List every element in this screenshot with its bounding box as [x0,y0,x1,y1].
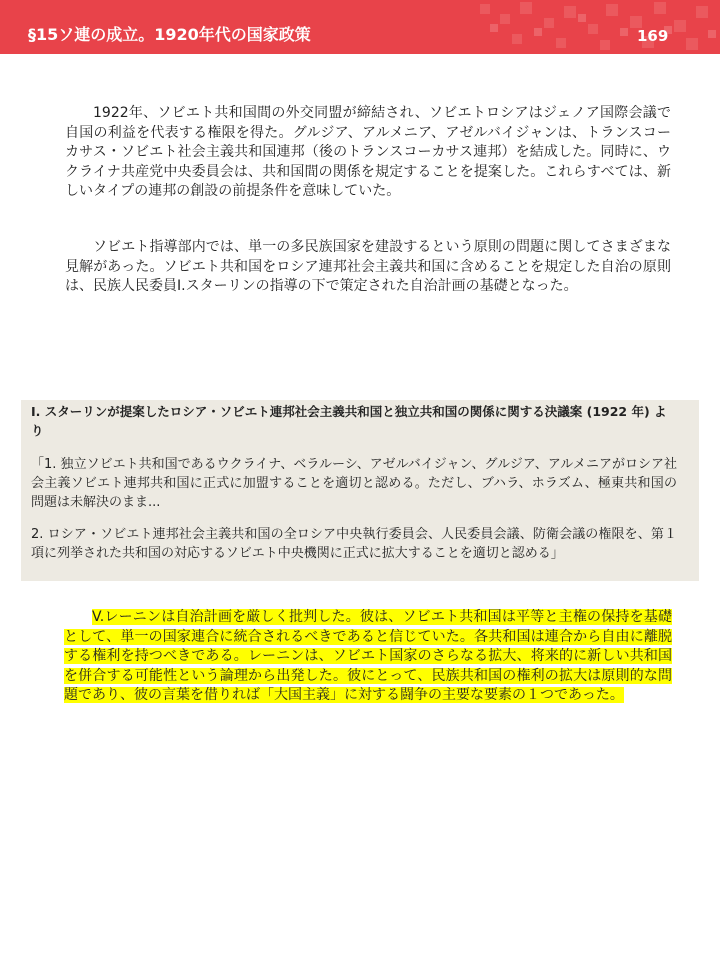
highlighted-text: V.レーニンは自治計画を厳しく批判した。彼は、ソビエト共和国は平等と主権の保持を基礎として、単一の国家連合に統合されるべきであると信じていた。各共和国は連合から自由に離脱する権利を持つべきである。レーニンは、ソビエト国家のさらなる拡大、将来的に新しい共和国を併合する可能性という論理から出発した。彼にとって、民族共和国の権利の拡大は原則的な問題であり、彼の言葉を借りれば「大国主義」に対する闘争の主要な要素の１つであった。 [64,609,672,703]
body-paragraph-2: ソビエト指導部内では、単一の多民族国家を建設するという原則の問題に関してさまざまな見解があった。ソビエト共和国をロシア連邦社会主義共和国に含めることを規定した自治の原則は、民族人民委員I.スターリンの指導の下で策定された自治計画の基礎となった。 [65,239,671,294]
header-decorative-pattern [460,0,720,54]
document-excerpt-box [21,400,699,581]
body-paragraph-1: 1922年、ソビエト共和国間の外交同盟が締結され、ソビエトロシアはジェノア国際会議で自国の利益を代表する権限を得た。グルジア、アルメニア、アゼルバイジャンは、トランスコーカサス・ソビエト社会主義共和国連邦（後のトランスコーカサス連邦）を結成した。同時に、ウクライナ共産党中央委員会は、共和国間の関係を規定することを提案した。これらすべては、新しいタイプの連邦の創設の前提条件を意味していた。 [65,105,671,199]
page-header [0,0,720,54]
excerpt-item-2: 2. ロシア・ソビエト連邦社会主義共和国の全ロシア中央執行委員会、人民委員会議、防衛会議の権限を、第１項に列挙された共和国の対応するソビエト中央機関に正式に拡大することを適切と認める」 [31,527,677,561]
page-number: 169 [637,27,669,45]
highlighted-paragraph [64,608,672,706]
excerpt-title: I. スターリンが提案したロシア・ソビエト連邦社会主義共和国と独立共和国の関係に関する決議案 (1922 年) より [31,404,667,438]
excerpt-item-1: 「1. 独立ソビエト共和国であるウクライナ、ベラルーシ、アゼルバイジャン、グルジア、アルメニアがロシア社会主義ソビエト連邦共和国に正式に加盟することを適切と認める。ただし、ブハラ、ホラズム、極東共和国の問題は未解決のまま... [31,457,677,510]
section-title: §15ソ連の成立。1920年代の国家政策 [28,25,311,44]
